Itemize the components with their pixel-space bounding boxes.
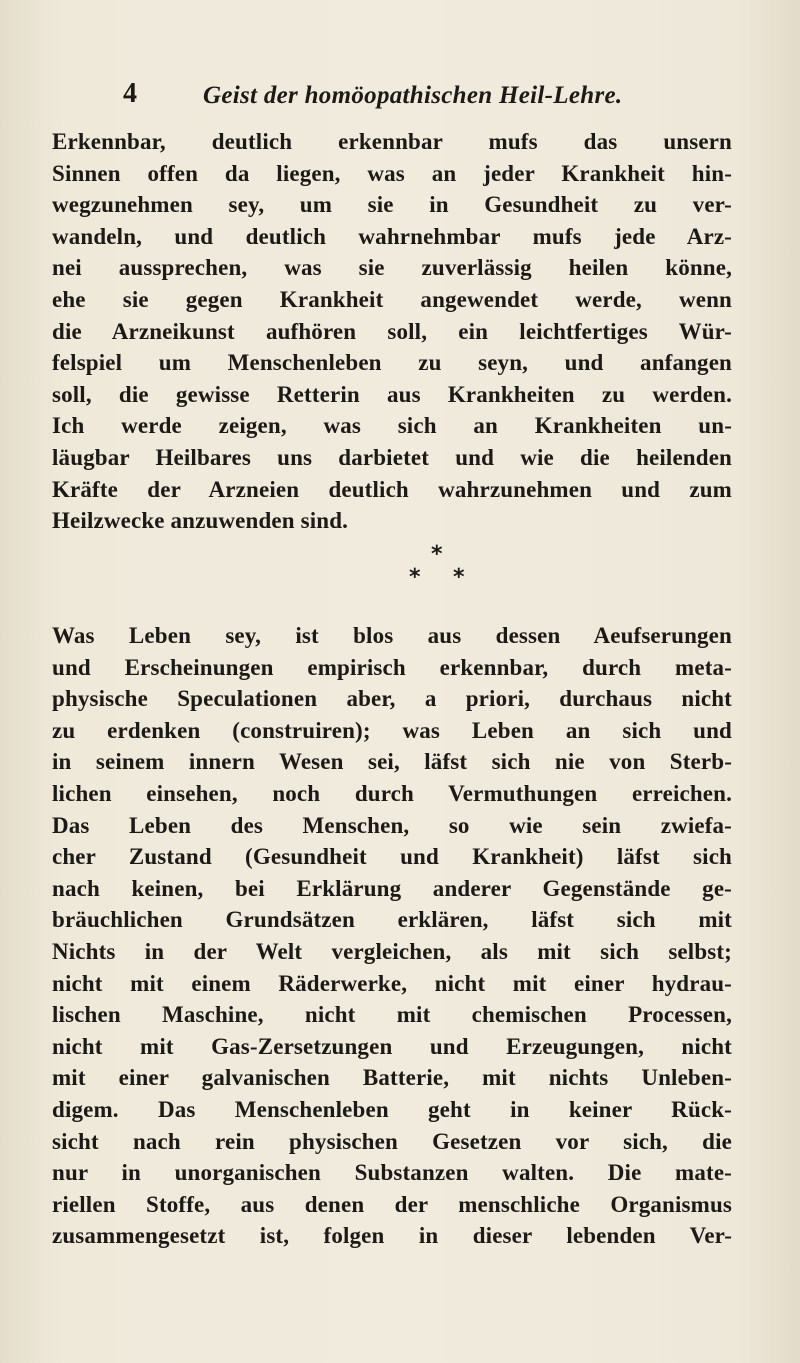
text-line: nei aussprechen, was sie zuverlässig heilen könne, bbox=[52, 255, 732, 281]
text-line: Ich werde zeigen, was sich an Krankheiten un- bbox=[52, 413, 732, 439]
text-line: digem. Das Menschenleben geht in keiner Rück- bbox=[52, 1096, 732, 1122]
text-line: nur in unorganischen Substanzen walten. Die mate- bbox=[52, 1160, 732, 1186]
text-line: nach keinen, bei Erklärung anderer Gegenstände ge- bbox=[52, 875, 732, 901]
text-line: läugbar Heilbares uns darbietet und wie die heilenden bbox=[52, 444, 732, 470]
text-line: nicht mit Gas-Zersetzungen und Erzeugungen, nicht bbox=[52, 1033, 732, 1059]
text-line: wegzunehmen sey, um sie in Gesundheit zu ver- bbox=[52, 192, 732, 218]
paragraph-2 bbox=[52, 620, 732, 1252]
text-line: und Erscheinungen empirisch erkennbar, durch meta- bbox=[52, 654, 732, 680]
text-line: lischen Maschine, nicht mit chemischen Processen, bbox=[52, 1002, 732, 1028]
asterisk-icon: * bbox=[431, 542, 443, 567]
text-line: Was Leben sey, ist blos aus dessen Aeufserungen bbox=[52, 623, 732, 648]
text-line: cher Zustand (Gesundheit und Krankheit) läfst sich bbox=[52, 844, 732, 870]
text-line: Das Leben des Menschen, so wie sein zwiefa- bbox=[52, 812, 732, 838]
text-line: wandeln, und deutlich wahrnehmbar mufs jede Arz- bbox=[52, 223, 732, 249]
text-line: mit einer galvanischen Batterie, mit nichts Unleben- bbox=[52, 1065, 732, 1091]
text-line: soll, die gewisse Retterin aus Krankheiten zu werden. bbox=[52, 381, 732, 407]
asterisk-icon: * bbox=[409, 565, 421, 590]
text-line: physische Speculationen aber, a priori, durchaus nicht bbox=[52, 686, 732, 712]
asterisk-icon: * bbox=[453, 565, 465, 590]
text-line: felspiel um Menschenleben zu seyn, und anfangen bbox=[52, 350, 732, 376]
running-title: Geist der homöopathischen Heil-Lehre. bbox=[203, 82, 623, 109]
section-asterism bbox=[0, 544, 800, 604]
page-number: 4 bbox=[123, 78, 137, 109]
text-line: ehe sie gegen Krankheit angewendet werde, wenn bbox=[52, 286, 732, 312]
paragraph-1 bbox=[52, 126, 732, 537]
text-line: Sinnen offen da liegen, was an jeder Krankheit hin- bbox=[52, 160, 732, 186]
text-line: lichen einsehen, noch durch Vermuthungen erreichen. bbox=[52, 780, 732, 806]
text-line: bräuchlichen Grundsätzen erklären, läfst sich mit bbox=[52, 907, 732, 933]
text-line: Kräfte der Arzneien deutlich wahrzunehmen und zum bbox=[52, 476, 732, 502]
text-line: die Arzneikunst aufhören soll, ein leichtfertiges Wür- bbox=[52, 318, 732, 344]
page-header bbox=[123, 78, 683, 118]
text-line: riellen Stoffe, aus denen der menschliche Organismus bbox=[52, 1191, 732, 1217]
text-line: zusammengesetzt ist, folgen in dieser lebenden Ver- bbox=[52, 1223, 732, 1249]
text-line: nicht mit einem Räderwerke, nicht mit einer hydrau- bbox=[52, 970, 732, 996]
text-line: sicht nach rein physischen Gesetzen vor sich, die bbox=[52, 1128, 732, 1154]
text-line: in seinem innern Wesen sei, läfst sich nie von Sterb- bbox=[52, 749, 732, 775]
text-line: Heilzwecke anzuwenden sind. bbox=[52, 508, 349, 534]
text-line: Erkennbar, deutlich erkennbar mufs das unsern bbox=[52, 129, 732, 154]
text-line: zu erdenken (construiren); was Leben an sich und bbox=[52, 717, 732, 743]
text-line: Nichts in der Welt vergleichen, als mit sich selbst; bbox=[52, 938, 732, 964]
